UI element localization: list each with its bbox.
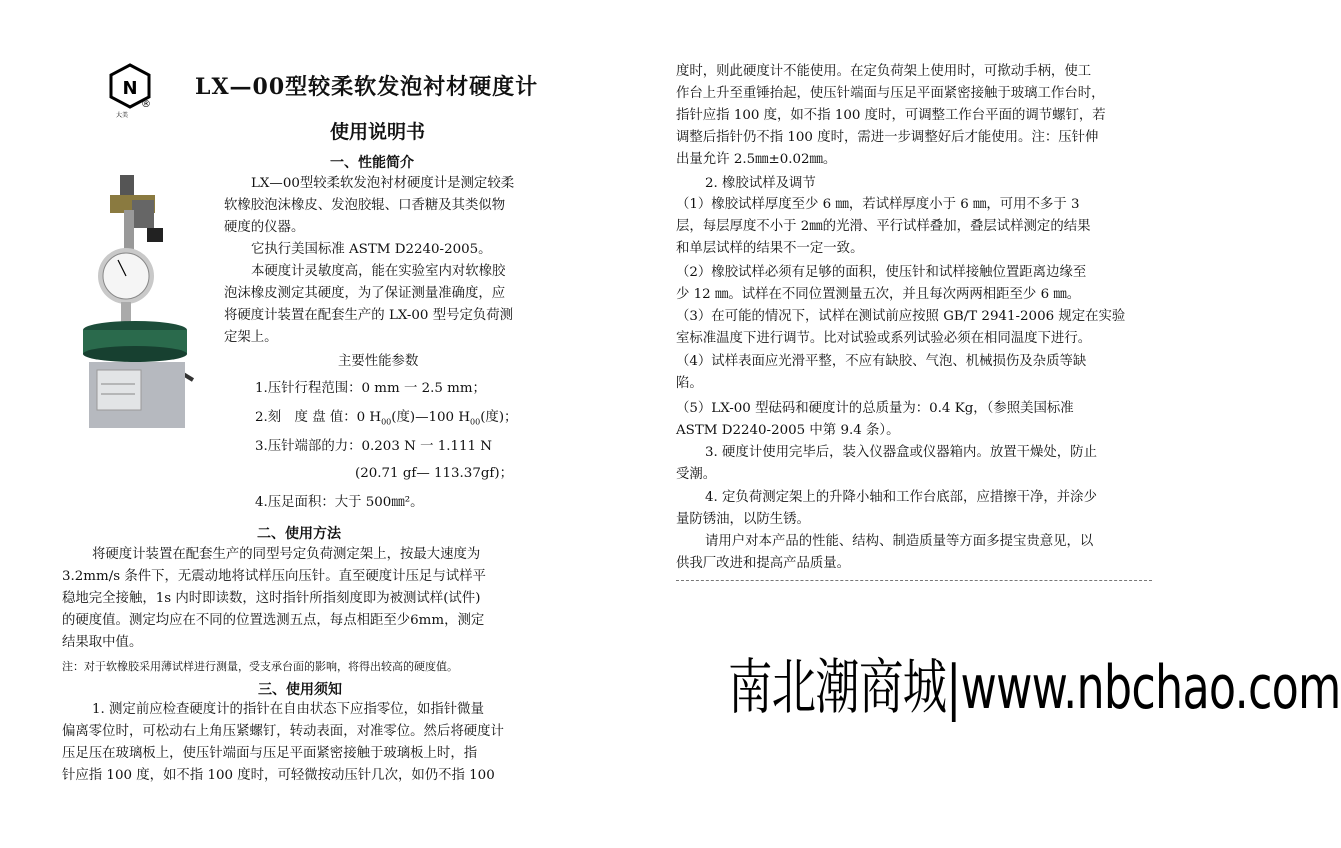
subsection-heading: 2. 橡胶试样及调节 [705,176,816,191]
text-line: 泡沫橡皮测定其硬度，为了保证测量准确度，应 [224,286,506,301]
section-heading-notice: 三、使用须知 [258,682,342,698]
brand-logo [105,63,155,119]
text-line: （5）LX-00 型砝码和硬度计的总质量为：0.4 Kg，（参照美国标准 [676,401,1074,416]
text-line: （3）在可能的情况下，试样在测试前应按照 GB/T 2941-2006 规定在实验 [676,309,1126,324]
text-line: 压足压在玻璃板上，使压针端面与压足平面紧密接触于玻璃板上时，指 [62,746,478,761]
text-line: ASTM D2240-2005 中第 9.4 条）。 [676,423,900,438]
text-line: （1）橡胶试样厚度至少 6 ㎜，若试样厚度小于 6 ㎜，可用不多于 3 [676,197,1080,212]
text-line: 请用户对本产品的性能、结构、制造质量等方面多提宝贵意见，以 [705,534,1094,549]
method-note: 注：对于软橡胶采用薄试样进行测量，受支承台面的影响，将得出较高的硬度值。 [62,660,458,673]
site-watermark: 南北潮商城|www.nbchao.com [728,653,1341,723]
text-line: 将硬度计装置在配套生产的 LX-00 型号定负荷测 [224,308,514,323]
text-line: 它执行美国标准 ASTM D2240-2005。 [251,242,492,257]
text-line: 和单层试样的结果不一定一致。 [676,241,864,256]
text-line: 3. 硬度计使用完毕后，装入仪器盒或仪器箱内。放置干燥处，防止 [705,445,1097,460]
text-line: 供我厂改进和提高产品质量。 [676,556,851,571]
text-line: 受潮。 [676,467,717,482]
text-line: 4. 定负荷测定架上的升降小轴和工作台底部，应措擦干净，并涂少 [705,490,1097,505]
param-dial: 2.刻 度 盘 值：0 $H_{00}$(度)—100 $H_{00}$(度)； [255,410,518,427]
text-line: 偏离零位时，可松动右上角压紧螺钉，转动表面，对准零位。然后将硬度计 [62,724,504,739]
text-line: 结果取中值。 [62,635,143,650]
text-line: 软橡胶泡沫橡皮、发泡胶辊、口香糖及其类似物 [224,198,506,213]
param-force: 3.压针端部的力：0.203 N 一 1.111 N [255,439,493,454]
param-stroke: 1.压针行程范围：0 mm 一 2.5 mm； [255,381,486,396]
document-subtitle: 使用说明书 [330,121,426,143]
text-line: 少 12 ㎜。试样在不同位置测量五次，并且每次两两相距至少 6 ㎜。 [676,287,1081,302]
text-line: 3.2mm/s 条件下，无震动地将试样压向压针。直至硬度计压足与试样平 [62,569,486,584]
text-line: 陷。 [676,376,703,391]
text-line: 量防锈油，以防生锈。 [676,512,810,527]
logo-registered: ® [141,99,151,110]
text-line: 作台上升至重锤抬起，使压针端面与压足平面紧密接触于玻璃工作台时， [676,86,1105,101]
params-title: 主要性能参数 [338,354,419,369]
text-line: （4）试样表面应光滑平整，不应有缺胶、气泡、机械损伤及杂质等缺 [676,354,1087,369]
text-line: 1. 测定前应检查硬度计的指针在自由状态下应指零位，如指针微量 [92,702,484,717]
hardness-tester-photo [75,170,200,432]
text-line: 度时，则此硬度计不能使用。在定负荷架上使用时，可揿动手柄，使工 [676,64,1092,79]
text-line: 针应指 100 度，如不指 100 度时，可轻微按动压针几次，如仍不指 100 [62,768,495,783]
text-line: 将硬度计装置在配套生产的同型号定负荷测定架上，按最大速度为 [92,547,481,562]
logo-brand: 大美 [115,112,129,119]
text-line: 指针应指 100 度，如不指 100 度时，可调整工作台平面的调节螺钉，若 [676,108,1106,123]
text-line: （2）橡胶试样必须有足够的面积，使压针和试样接触位置距离边缘至 [676,265,1087,280]
divider-dashed [676,580,1152,581]
text-line: 的硬度值。测定均应在不同的位置选测五点，每点相距至少6mm，测定 [62,613,485,628]
text-line: 本硬度计灵敏度高，能在实验室内对软橡胶 [251,264,506,279]
text-line: 硬度的仪器。 [224,220,305,235]
text-line: 出量允许 2.5㎜±0.02㎜。 [676,152,837,167]
text-line: 层，每层厚度不小于 2㎜的光滑、平行试样叠加，叠层试样测定的结果 [676,219,1091,234]
document-title: LX—00型较柔软发泡衬材硬度计 [195,74,539,100]
text-line: 定架上。 [224,330,278,345]
section-heading-intro: 一、性能简介 [330,155,414,171]
text-line: 稳地完全接触，1s 内时即读数，这时指针所指刻度即为被测试样(试件) [62,591,481,606]
text-line: 调整后指针仍不指 100 度时，需进一步调整好后才能使用。注：压针伸 [676,130,1099,145]
section-heading-method: 二、使用方法 [257,526,341,542]
logo-letter: N [122,78,138,99]
param-area: 4.压足面积：大于 500㎜²。 [255,495,424,510]
text-line: LX—00型较柔软发泡衬材硬度计是测定较柔 [251,176,515,191]
text-line: 室标准温度下进行调节。比对试验或系列试验必须在相同温度下进行。 [676,331,1092,346]
param-force-gf: (20.71 gf— 113.37gf)； [355,466,513,481]
